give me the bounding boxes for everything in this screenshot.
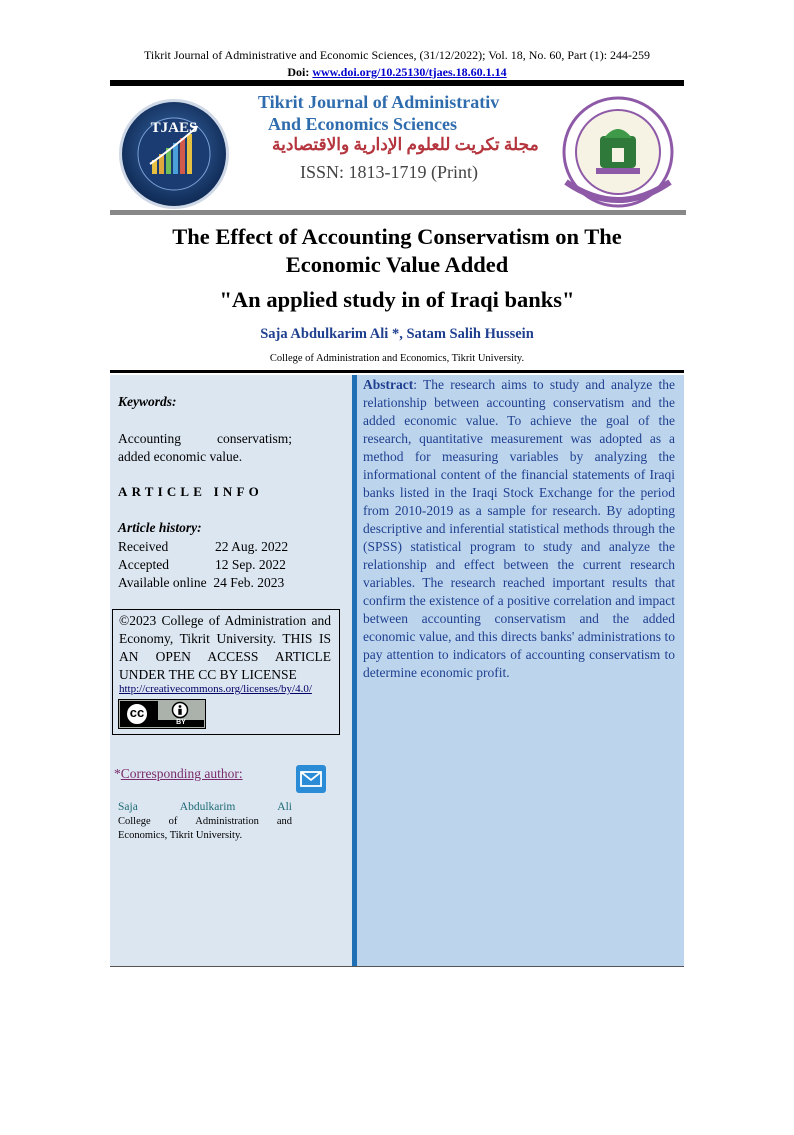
abstract-body: : The research aims to study and analyze the relationship between accounting conservatism and the added economic value. To achieve the goal of the research, quantitative measurement was adopted as a method for measuring variables by analyzing the informational content of the financial statements of Iraqi banks listed in the Iraqi Stock Exchange for the period from 2010-2019 as a sample for research. By adopting descriptive and inferential statistical methods through the (SPSS) statistical program to study and analyze the relationship and effect between the current research variables. The research reached important results that confirm the existence of a positive correlation and impact between accounting conservatism and the added economic value, and this directs banks' administrations to pay attention to indicators of accounting conservatism to determine economic profit. (363, 377, 675, 680)
cc-label: cc (129, 705, 145, 720)
article-info-heading: ARTICLE INFO (118, 484, 263, 499)
keyword-line: added economic value. (118, 449, 243, 464)
article-history-heading: Article history: (118, 520, 202, 535)
history-date: 12 Sep. 2022 (215, 557, 286, 572)
article-authors: Saja Abdulkarim Ali *, Satam Salih Hussein (260, 326, 534, 342)
email-icon[interactable] (296, 765, 326, 793)
keyword-word: conservatism; (217, 431, 292, 446)
header-rule (110, 80, 684, 86)
corresponding-name (118, 800, 292, 814)
tjaes-logo-text: TJAES (150, 120, 198, 136)
banner-title-arabic: مجلة تكريت للعلوم الإدارية والاقتصادية (272, 135, 539, 154)
abstract-text (363, 376, 675, 682)
article-affiliation: College of Administration and Economics, Tikrit University. (269, 353, 525, 364)
corresponding-author (114, 766, 243, 782)
article-title-line2: Economic Value Added (285, 252, 509, 277)
history-date: 22 Aug. 2022 (215, 539, 289, 554)
history-label: Accepted (118, 557, 169, 572)
banner-title-line2: And Economics Sciences (268, 114, 457, 134)
corresponding-star: * (114, 766, 121, 781)
affil-word: College (118, 816, 151, 827)
corresponding-affiliation (118, 815, 292, 842)
doi-line (0, 65, 794, 79)
doi-label: Doi: (287, 65, 310, 79)
history-row (118, 538, 288, 556)
doi-link[interactable]: www.doi.org/10.25130/tjaes.18.60.1.14 (312, 65, 507, 79)
panel-bottom-rule (110, 966, 684, 967)
name-word: Abdulkarim (179, 801, 236, 813)
banner-title-line1: Tikrit Journal of Administrativ (258, 92, 500, 112)
by-label: BY (176, 719, 186, 726)
tjaes-logo (118, 98, 230, 210)
keywords-text (118, 430, 292, 466)
history-label: Available online (118, 575, 207, 590)
history-row (118, 574, 284, 592)
keywords-heading: Keywords: (118, 394, 177, 409)
affil-word: and (276, 816, 292, 827)
corresponding-label: Corresponding author: (120, 766, 243, 781)
license-text: ©2023 College of Administration and Economy, Tikrit University. THIS IS AN OPEN ACCESS ARTICLE UNDER THE CC BY LICENSE (119, 613, 331, 682)
keyword-word: Accounting (118, 431, 181, 446)
name-word: Saja (118, 801, 138, 813)
article-title-line1: The Effect of Accounting Conservatism on The (172, 224, 622, 249)
banner-issn: ISSN: 1813-1719 (Print) (300, 162, 479, 182)
section-rule (110, 370, 684, 373)
history-date: 24 Feb. 2023 (213, 575, 285, 590)
history-label: Received (118, 539, 169, 554)
affil-line: Economics, Tikrit University. (118, 829, 243, 841)
affil-word: Administration (195, 816, 259, 827)
name-word: Ali (277, 801, 292, 813)
journal-citation: Tikrit Journal of Administrative and Economic Sciences, (31/12/2022); Vol. 18, No. 60, Part (1): 244-259 (143, 48, 651, 62)
banner-underline (110, 210, 686, 215)
license-link[interactable]: http://creativecommons.org/licenses/by/4.0/ (119, 683, 312, 695)
history-row (118, 556, 286, 574)
college-seal-logo (556, 96, 680, 212)
article-subtitle: "An applied study in of Iraqi banks" (219, 287, 575, 312)
article-title (100, 223, 694, 279)
cc-by-badge[interactable] (118, 699, 206, 729)
affil-word: of (168, 816, 178, 827)
abstract-label: Abstract (363, 377, 414, 392)
